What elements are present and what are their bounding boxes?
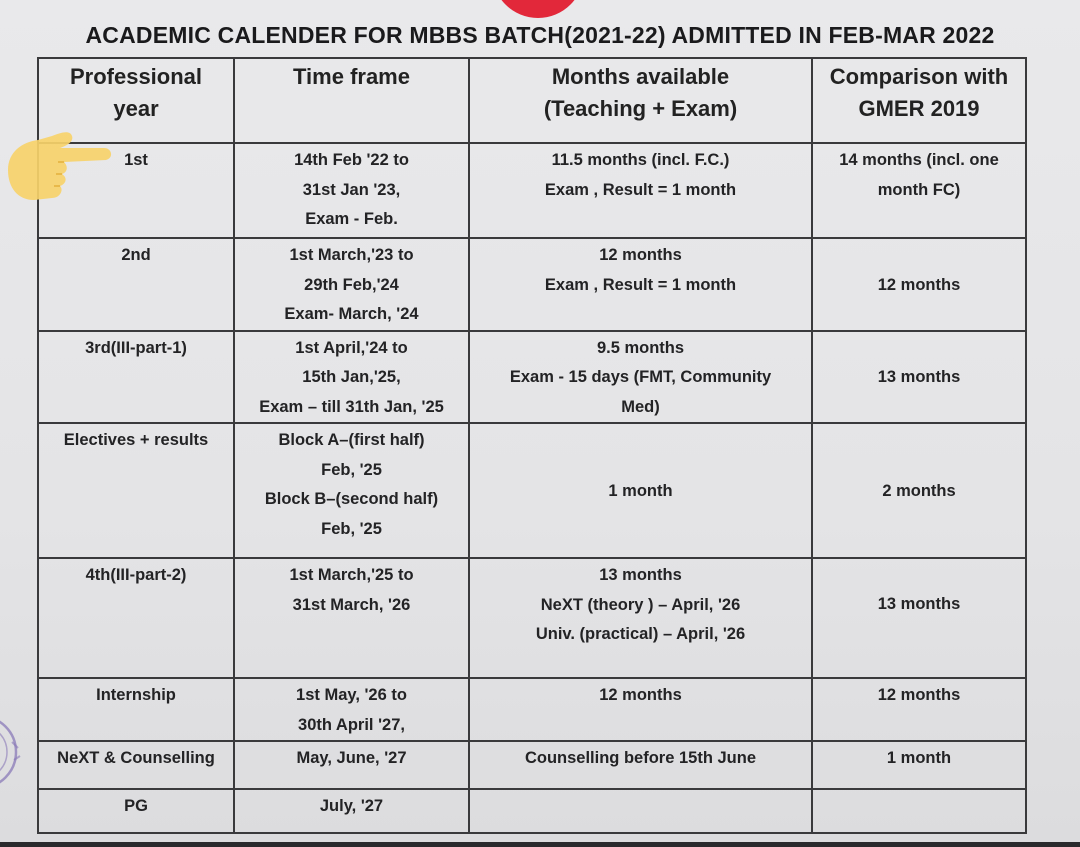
- cell-line: 1 month: [608, 481, 673, 500]
- table-row: [38, 741, 1026, 789]
- cell-line: 13 months: [599, 566, 682, 584]
- cell-line: 11.5 months (incl. F.C.): [551, 151, 730, 169]
- cell-year: [38, 789, 234, 833]
- cell-time-frame: [234, 331, 469, 424]
- cell-comparison: [812, 143, 1026, 238]
- cell-comparison: [812, 558, 1026, 678]
- cell-line: Exam , Result = 1 month: [544, 275, 737, 294]
- cell-line: 12 months: [877, 686, 961, 704]
- cell-line: July, '27: [319, 797, 384, 815]
- cell-line: 31st March, '26: [292, 595, 411, 614]
- cell-year: [38, 558, 234, 678]
- cell-line: 12 months: [877, 275, 961, 294]
- cell-months: [469, 558, 812, 678]
- cell-line: 31st Jan '23,: [302, 180, 401, 199]
- cell-comparison: [812, 678, 1026, 741]
- stamp-seal-icon: [0, 712, 28, 792]
- header-line: year: [113, 96, 159, 121]
- cell-comparison: [812, 331, 1026, 424]
- cell-line: 12 months: [599, 246, 682, 264]
- cell-line: 1st: [124, 151, 148, 169]
- cell-line: NeXT & Counselling: [57, 749, 215, 767]
- cell-line: NeXT (theory ) – April, '26: [540, 595, 741, 614]
- header-line: Professional: [69, 64, 203, 89]
- cell-time-frame: [234, 423, 469, 558]
- header-line: Months available: [551, 64, 730, 89]
- cell-line: 14 months (incl. one: [839, 151, 999, 169]
- header-line: (Teaching + Exam): [543, 96, 738, 121]
- pointing-hand-icon: [0, 122, 115, 207]
- cell-line: Electives + results: [63, 431, 209, 449]
- cell-line: 1st May, '26 to: [296, 686, 407, 704]
- cell-line: 1 month: [886, 749, 952, 767]
- cell-line: Exam – till 31th Jan, '25: [259, 397, 444, 416]
- cell-time-frame: [234, 678, 469, 741]
- header-comparison: [812, 58, 1026, 143]
- cell-line: 1st March,'25 to: [289, 566, 414, 584]
- cell-line: Univ. (practical) – April, '26: [535, 625, 746, 643]
- header-time-frame: [234, 58, 469, 143]
- table-row: [38, 143, 1026, 238]
- cell-line: 1st April,'24 to: [295, 338, 408, 357]
- table-row: [38, 331, 1026, 424]
- academic-calendar-table: [37, 57, 1027, 834]
- notification-badge: [492, 0, 584, 18]
- cell-comparison: [812, 789, 1026, 833]
- cell-line: Exam - Feb.: [305, 210, 398, 228]
- cell-comparison: [812, 238, 1026, 331]
- cell-year: [38, 331, 234, 424]
- cell-line: Exam - 15 days (FMT, Community: [509, 368, 772, 386]
- cell-time-frame: [234, 238, 469, 331]
- cell-line: Feb, '25: [321, 519, 382, 538]
- table-row: [38, 423, 1026, 558]
- cell-line: Counselling before 15th June: [524, 749, 757, 767]
- header-line: Comparison with: [829, 64, 1009, 89]
- cell-line: 14th Feb '22 to: [294, 151, 409, 169]
- cell-months: [469, 331, 812, 424]
- cell-months: [469, 423, 812, 558]
- cell-line: Block A–(first half): [278, 431, 425, 449]
- cell-line: Exam , Result = 1 month: [544, 180, 737, 199]
- cell-time-frame: [234, 143, 469, 238]
- cell-line: 12 months: [599, 686, 682, 704]
- cell-months: [469, 741, 812, 789]
- cell-months: [469, 143, 812, 238]
- cell-time-frame: [234, 741, 469, 789]
- cell-line: 3rd(III-part-1): [85, 338, 187, 357]
- cell-months: [469, 789, 812, 833]
- cell-line: Feb, '25: [321, 460, 382, 479]
- bottom-bar: [0, 842, 1080, 847]
- cell-line: 13 months: [877, 595, 961, 613]
- cell-time-frame: [234, 558, 469, 678]
- cell-line: 2 months: [882, 481, 956, 500]
- cell-line: 1st March,'23 to: [289, 246, 414, 264]
- cell-line: PG: [124, 797, 148, 815]
- cell-line: 29th Feb,'24: [304, 275, 399, 294]
- cell-line: Med): [621, 397, 660, 416]
- cell-line: Exam- March, '24: [284, 305, 419, 323]
- table-row: [38, 789, 1026, 833]
- cell-line: 15th Jan,'25,: [302, 368, 401, 386]
- cell-year: [38, 741, 234, 789]
- cell-year: [38, 678, 234, 741]
- table-row: [38, 558, 1026, 678]
- cell-line: 2nd: [121, 246, 151, 264]
- cell-time-frame: [234, 789, 469, 833]
- cell-line: Internship: [96, 686, 176, 704]
- cell-months: [469, 678, 812, 741]
- table-row: [38, 238, 1026, 331]
- cell-line: 30th April '27,: [298, 715, 405, 734]
- cell-line: Block B–(second half): [264, 490, 439, 508]
- cell-line: 9.5 months: [596, 338, 685, 357]
- cell-line: 13 months: [877, 368, 961, 386]
- cell-year: [38, 238, 234, 331]
- header-months-available: [469, 58, 812, 143]
- document-title: ACADEMIC CALENDER FOR MBBS BATCH(2021-22) ADMITTED IN FEB-MAR 2022: [85, 22, 995, 48]
- cell-months: [469, 238, 812, 331]
- cell-comparison: [812, 741, 1026, 789]
- table-row: [38, 678, 1026, 741]
- cell-comparison: [812, 423, 1026, 558]
- cell-line: 4th(III-part-2): [85, 566, 187, 584]
- cell-year: [38, 423, 234, 558]
- header-row: [38, 58, 1026, 143]
- cell-line: May, June, '27: [296, 749, 407, 767]
- cell-line: month FC): [877, 180, 961, 199]
- header-line: GMER 2019: [858, 96, 980, 121]
- header-line: Time frame: [293, 64, 410, 89]
